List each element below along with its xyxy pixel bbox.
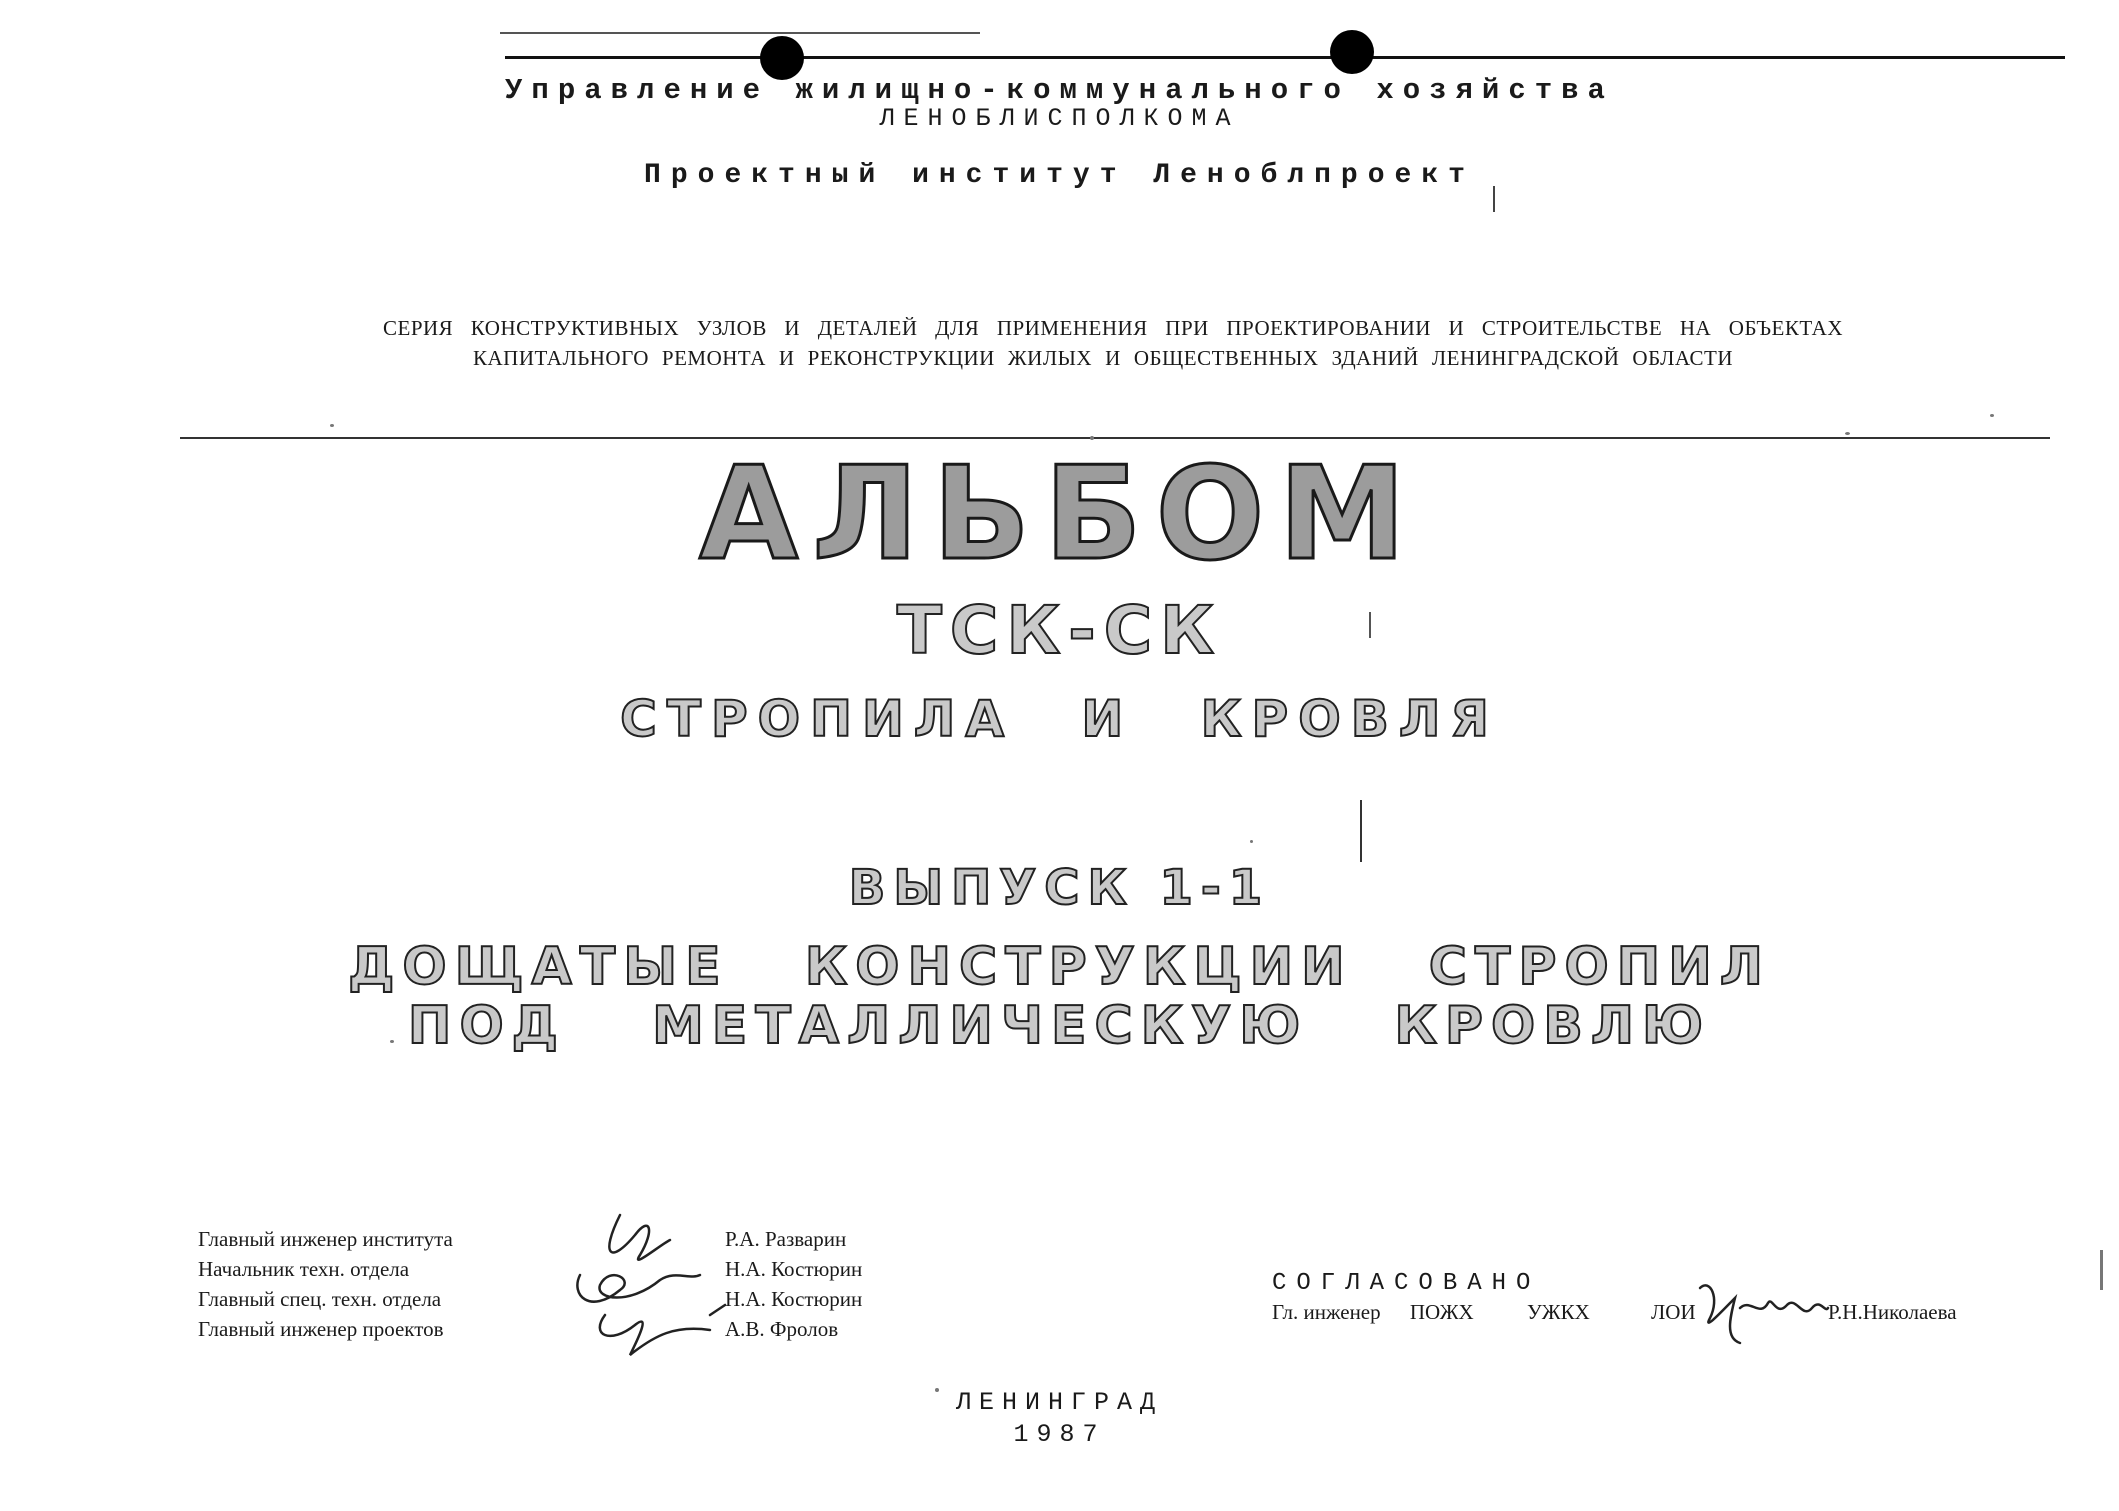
signatory-name: Н.А. Костюрин [725, 1287, 863, 1311]
scan-speck [390, 1040, 394, 1043]
scan-speck [330, 424, 334, 427]
signatory-role: Главный инженер института [198, 1227, 453, 1251]
year: 1987 [1013, 1420, 1106, 1449]
scan-speck [1845, 432, 1850, 435]
approval-name: Р.Н.Николаева [1828, 1300, 1957, 1324]
institute-name: Проектный институт Леноблпроект [644, 160, 1475, 191]
scan-mark [1360, 800, 1362, 862]
album-subtitle: СТРОПИЛА И КРОВЛЯ [620, 690, 1499, 748]
divider-rule [180, 437, 2050, 439]
signatory-name: Н.А. Костюрин [725, 1257, 863, 1281]
scan-mark [1369, 612, 1371, 638]
topic-line-1: ДОЩАТЫЕ КОНСТРУКЦИИ СТРОПИЛ [348, 937, 1771, 997]
org-line-1: Управление жилищно-коммунального хозяйства [505, 74, 1614, 107]
approval-signature [1690, 1268, 1830, 1348]
series-line-2: КАПИТАЛЬНОГО РЕМОНТА И РЕКОНСТРУКЦИИ ЖИЛЫХ И ОБЩЕСТВЕННЫХ ЗДАНИЙ ЛЕНИНГРАДСКОЙ ОБЛАСТИ [473, 346, 1733, 370]
signatory-name: Р.А. Разварин [725, 1227, 847, 1251]
city: ЛЕНИНГРАД [955, 1388, 1164, 1417]
scan-mark [1493, 186, 1495, 212]
scan-speck [935, 1388, 939, 1392]
approval-position-part: ПОЖХ [1409, 1300, 1474, 1324]
approval-position-part: Гл. инженер [1272, 1300, 1381, 1324]
scan-speck [1250, 840, 1253, 843]
scan-speck [1990, 414, 1994, 417]
signatory-names [725, 1224, 862, 1344]
issue-number: ВЫПУСК 1-1 [848, 860, 1271, 916]
top-rule [505, 56, 2065, 59]
signatory-name: А.В. Фролов [725, 1317, 839, 1341]
topic-line-2: ПОД МЕТАЛЛИЧЕСКУЮ КРОВЛЮ [407, 996, 1712, 1056]
approval-heading: СОГЛАСОВАНО [1272, 1270, 1541, 1297]
signatory-roles [198, 1224, 453, 1344]
album-title: АЛЬБОМ [699, 440, 1420, 589]
approval-position [1272, 1300, 1696, 1325]
scan-speck [1090, 436, 1094, 440]
signatory-role: Главный инженер проектов [198, 1317, 444, 1341]
signatory-role: Главный спец. техн. отдела [198, 1287, 442, 1311]
org-line-2: ЛЕНОБЛИСПОЛКОМА [879, 104, 1240, 133]
top-rule-short [500, 32, 980, 34]
approval-position-part: УЖКХ [1526, 1300, 1590, 1324]
scan-speck [2100, 1250, 2103, 1290]
signatory-role: Начальник техн. отдела [198, 1257, 410, 1281]
approval-position-part: ЛОИ [1651, 1300, 1696, 1324]
punch-hole-right [1330, 30, 1374, 74]
series-line-1: СЕРИЯ КОНСТРУКТИВНЫХ УЗЛОВ И ДЕТАЛЕЙ ДЛЯ ПРИМЕНЕНИЯ ПРИ ПРОЕКТИРОВАНИИ И СТРОИТЕЛЬСТВЕ НА ОБЪЕКТАХ [383, 316, 1843, 340]
album-code: ТСК-СК [896, 592, 1223, 669]
handwritten-signatures [560, 1195, 730, 1375]
